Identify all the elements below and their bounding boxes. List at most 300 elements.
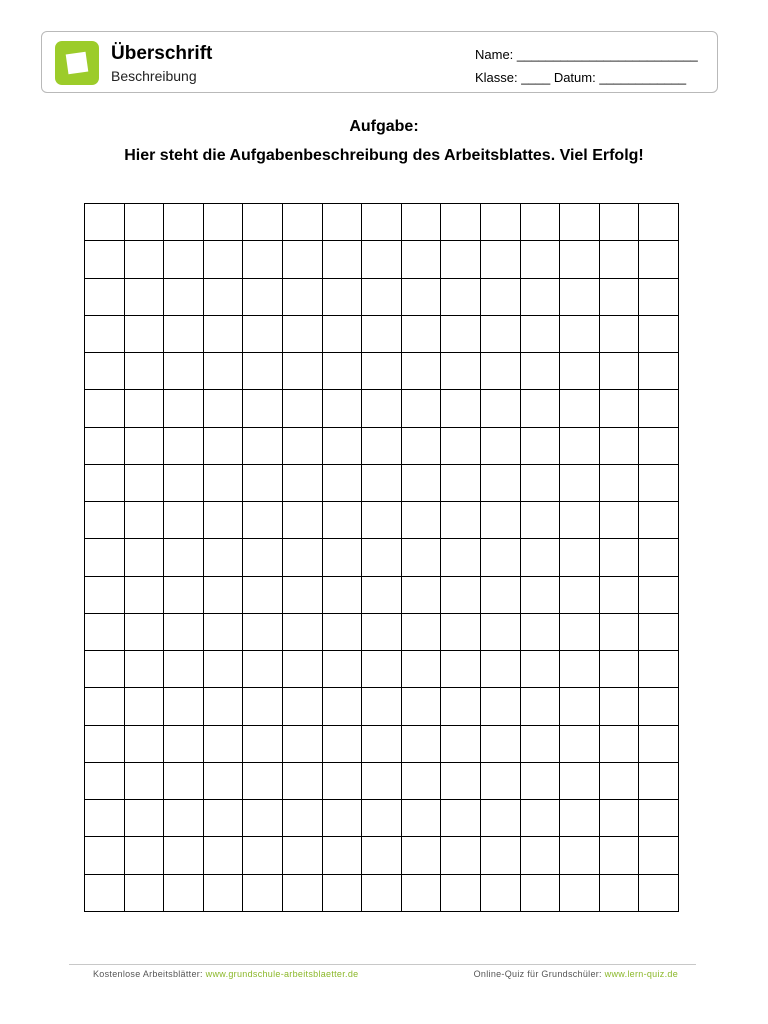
grid-cell	[362, 726, 402, 763]
grid-cell	[402, 390, 442, 427]
grid-cell	[481, 614, 521, 651]
grid-cell	[600, 428, 640, 465]
grid-cell	[164, 204, 204, 241]
grid-cell	[204, 428, 244, 465]
grid-cell	[283, 763, 323, 800]
grid-cell	[125, 837, 165, 874]
grid-cell	[402, 316, 442, 353]
grid-cell	[125, 539, 165, 576]
grid-cell	[85, 204, 125, 241]
grid-cell	[402, 800, 442, 837]
grid-cell	[125, 279, 165, 316]
grid-cell	[243, 688, 283, 725]
grid-cell	[521, 577, 561, 614]
class-blank[interactable]: ____	[521, 70, 551, 85]
grid-cell	[639, 800, 679, 837]
footer-right-label: Online-Quiz für Grundschüler:	[473, 969, 602, 979]
grid-cell	[164, 279, 204, 316]
grid-cell	[362, 353, 402, 390]
grid-cell	[521, 502, 561, 539]
grid-cell	[600, 204, 640, 241]
grid-cell	[402, 204, 442, 241]
grid-cell	[323, 577, 363, 614]
grid-cell	[600, 875, 640, 912]
name-blank[interactable]: _________________________	[516, 47, 698, 62]
grid-cell	[560, 800, 600, 837]
grid-cell	[283, 465, 323, 502]
grid-cell	[362, 800, 402, 837]
grid-cell	[441, 688, 481, 725]
grid-cell	[639, 390, 679, 427]
grid-cell	[560, 279, 600, 316]
grid-cell	[521, 726, 561, 763]
grid-cell	[362, 875, 402, 912]
grid-cell	[243, 204, 283, 241]
grid-cell	[441, 875, 481, 912]
grid-cell	[204, 465, 244, 502]
grid-cell	[204, 539, 244, 576]
grid-cell	[639, 688, 679, 725]
grid-cell	[481, 726, 521, 763]
grid-cell	[323, 279, 363, 316]
grid-cell	[164, 465, 204, 502]
grid-cell	[362, 279, 402, 316]
grid-cell	[85, 539, 125, 576]
grid-cell	[441, 390, 481, 427]
grid-cell	[164, 390, 204, 427]
grid-cell	[560, 651, 600, 688]
grid-cell	[243, 614, 283, 651]
grid-cell	[521, 390, 561, 427]
grid-cell	[362, 465, 402, 502]
grid-cell	[85, 651, 125, 688]
footer-left-label: Kostenlose Arbeitsblätter:	[93, 969, 203, 979]
grid-cell	[283, 204, 323, 241]
grid-cell	[639, 241, 679, 278]
grid-cell	[164, 651, 204, 688]
grid-cell	[441, 465, 481, 502]
grid-cell	[85, 875, 125, 912]
grid-cell	[481, 316, 521, 353]
grid-cell	[481, 279, 521, 316]
grid-cell	[521, 688, 561, 725]
grid-cell	[125, 726, 165, 763]
grid-cell	[481, 875, 521, 912]
grid-cell	[323, 502, 363, 539]
grid-cell	[164, 800, 204, 837]
grid-cell	[323, 837, 363, 874]
grid-cell	[362, 241, 402, 278]
grid-cell	[560, 502, 600, 539]
grid-cell	[362, 316, 402, 353]
grid-cell	[402, 875, 442, 912]
grid-cell	[600, 577, 640, 614]
grid-cell	[639, 763, 679, 800]
grid-cell	[560, 204, 600, 241]
grid-cell	[402, 651, 442, 688]
grid-cell	[481, 688, 521, 725]
grid-cell	[362, 428, 402, 465]
grid-cell	[125, 688, 165, 725]
grid-cell	[283, 502, 323, 539]
grid-cell	[402, 726, 442, 763]
grid-cell	[243, 800, 283, 837]
grid-cell	[125, 614, 165, 651]
grid-cell	[521, 800, 561, 837]
grid-cell	[600, 465, 640, 502]
grid-cell	[560, 428, 600, 465]
grid-cell	[243, 316, 283, 353]
logo-mark	[66, 52, 89, 75]
grid-cell	[639, 577, 679, 614]
grid-cell	[323, 763, 363, 800]
grid-cell	[85, 800, 125, 837]
grid-cell	[125, 502, 165, 539]
grid-cell	[125, 651, 165, 688]
grid-cell	[600, 539, 640, 576]
grid-cell	[521, 875, 561, 912]
grid-cell	[441, 241, 481, 278]
grid-cell	[402, 353, 442, 390]
grid-cell	[243, 577, 283, 614]
grid-cell	[639, 837, 679, 874]
grid-cell	[85, 390, 125, 427]
class-date-field[interactable]	[475, 70, 686, 86]
grid-cell	[204, 390, 244, 427]
grid-cell	[125, 353, 165, 390]
grid-cell	[481, 800, 521, 837]
grid-cell	[283, 279, 323, 316]
grid-cell	[441, 651, 481, 688]
grid-cell	[164, 763, 204, 800]
grid-cell	[600, 726, 640, 763]
grid-cell	[441, 577, 481, 614]
grid-cell	[283, 316, 323, 353]
grid-cell	[243, 763, 283, 800]
grid-cell	[560, 316, 600, 353]
grid-cell	[125, 316, 165, 353]
grid-cell	[639, 502, 679, 539]
grid-cell	[283, 390, 323, 427]
grid-cell	[164, 875, 204, 912]
grid-cell	[560, 390, 600, 427]
grid-cell	[243, 875, 283, 912]
grid-cell	[402, 688, 442, 725]
grid-cell	[639, 614, 679, 651]
grid-cell	[560, 875, 600, 912]
grid-cell	[164, 614, 204, 651]
grid-cell	[362, 577, 402, 614]
grid-cell	[600, 763, 640, 800]
lern-quiz-logo-icon	[55, 41, 99, 85]
grid-cell	[600, 614, 640, 651]
grid-cell	[283, 539, 323, 576]
grid-cell	[164, 316, 204, 353]
grid-cell	[323, 316, 363, 353]
grid-cell	[283, 688, 323, 725]
grid-cell	[441, 763, 481, 800]
grid-cell	[362, 390, 402, 427]
grid-cell	[481, 502, 521, 539]
grid-cell	[125, 241, 165, 278]
grid-cell	[164, 502, 204, 539]
grid-cell	[323, 539, 363, 576]
grid-cell	[402, 428, 442, 465]
grid-cell	[402, 502, 442, 539]
grid-cell	[243, 465, 283, 502]
grid-cell	[125, 390, 165, 427]
name-field[interactable]	[475, 47, 698, 63]
grid-cell	[283, 577, 323, 614]
grid-cell	[243, 428, 283, 465]
grid-cell	[560, 688, 600, 725]
grid-cell	[560, 837, 600, 874]
grid-cell	[441, 428, 481, 465]
grid-cell	[600, 390, 640, 427]
grid-cell	[243, 539, 283, 576]
grid-cell	[164, 353, 204, 390]
grid-cell	[639, 465, 679, 502]
grid-cell	[283, 353, 323, 390]
grid-cell	[441, 800, 481, 837]
grid-cell	[362, 502, 402, 539]
grid-cell	[85, 614, 125, 651]
grid-cell	[521, 353, 561, 390]
grid-cell	[600, 651, 640, 688]
footer-divider	[69, 964, 696, 965]
grid-cell	[600, 502, 640, 539]
grid-cell	[85, 577, 125, 614]
grid-cell	[362, 688, 402, 725]
grid-cell	[639, 204, 679, 241]
grid-cell	[243, 651, 283, 688]
writing-grid	[84, 203, 679, 912]
grid-cell	[402, 539, 442, 576]
grid-cell	[600, 837, 640, 874]
task-heading: Aufgabe:	[349, 118, 419, 135]
grid-cell	[639, 726, 679, 763]
date-label: Datum:	[553, 70, 596, 85]
grid-cell	[441, 614, 481, 651]
grid-cell	[402, 837, 442, 874]
worksheet-subtitle: Beschreibung	[111, 68, 197, 84]
grid-cell	[85, 726, 125, 763]
grid-cell	[125, 763, 165, 800]
grid-cell	[521, 763, 561, 800]
grid-cell	[204, 577, 244, 614]
grid-cell	[243, 353, 283, 390]
grid-cell	[560, 465, 600, 502]
grid-cell	[600, 800, 640, 837]
grid-cell	[85, 465, 125, 502]
grid-cell	[521, 614, 561, 651]
grid-cell	[204, 614, 244, 651]
grid-cell	[204, 241, 244, 278]
grid-cell	[481, 651, 521, 688]
grid-cell	[441, 837, 481, 874]
footer-right-link[interactable]: www.lern-quiz.de	[604, 969, 678, 979]
grid-cell	[85, 763, 125, 800]
footer-left-link[interactable]: www.grundschule-arbeitsblaetter.de	[205, 969, 359, 979]
grid-cell	[362, 651, 402, 688]
grid-cell	[521, 837, 561, 874]
grid-cell	[521, 279, 561, 316]
grid-cell	[283, 875, 323, 912]
grid-cell	[639, 316, 679, 353]
grid-cell	[362, 614, 402, 651]
grid-cell	[323, 353, 363, 390]
header-card	[41, 31, 718, 93]
grid-cell	[323, 241, 363, 278]
grid-cell	[362, 837, 402, 874]
grid-cell	[560, 763, 600, 800]
grid-cell	[441, 539, 481, 576]
grid-cell	[481, 390, 521, 427]
grid-cell	[481, 241, 521, 278]
name-label: Name:	[475, 47, 514, 62]
grid-cell	[204, 763, 244, 800]
grid-cell	[560, 539, 600, 576]
grid-cell	[402, 577, 442, 614]
grid-cell	[164, 837, 204, 874]
grid-cell	[85, 241, 125, 278]
grid-cell	[402, 614, 442, 651]
footer-right	[474, 969, 678, 980]
grid-cell	[204, 651, 244, 688]
grid-cell	[481, 465, 521, 502]
grid-cell	[204, 800, 244, 837]
grid-cell	[402, 763, 442, 800]
grid-cell	[481, 428, 521, 465]
grid-cell	[441, 502, 481, 539]
grid-cell	[441, 316, 481, 353]
grid-cell	[85, 279, 125, 316]
grid-cell	[600, 316, 640, 353]
grid-cell	[283, 837, 323, 874]
grid-cell	[243, 726, 283, 763]
grid-cell	[639, 875, 679, 912]
grid-cell	[164, 577, 204, 614]
grid-cell	[402, 465, 442, 502]
grid-cell	[283, 241, 323, 278]
grid-cell	[323, 688, 363, 725]
grid-cell	[521, 651, 561, 688]
date-blank[interactable]: ____________	[599, 70, 687, 85]
grid-cell	[481, 577, 521, 614]
grid-cell	[85, 502, 125, 539]
grid-cell	[639, 428, 679, 465]
grid-cell	[521, 539, 561, 576]
grid-cell	[85, 316, 125, 353]
grid-cell	[204, 279, 244, 316]
grid-cell	[639, 651, 679, 688]
grid-cell	[521, 316, 561, 353]
grid-cell	[323, 726, 363, 763]
grid-cell	[85, 353, 125, 390]
grid-cell	[204, 353, 244, 390]
grid-cell	[600, 241, 640, 278]
grid-cell	[323, 204, 363, 241]
grid-cell	[204, 726, 244, 763]
grid-cell	[323, 465, 363, 502]
grid-cell	[323, 614, 363, 651]
grid-cell	[125, 800, 165, 837]
grid-cell	[243, 279, 283, 316]
grid-cell	[600, 688, 640, 725]
grid-cell	[481, 763, 521, 800]
grid-cell	[441, 279, 481, 316]
grid-cell	[323, 800, 363, 837]
grid-cell	[243, 241, 283, 278]
grid-cell	[362, 539, 402, 576]
grid-cell	[204, 688, 244, 725]
grid-cell	[600, 279, 640, 316]
grid-cell	[283, 428, 323, 465]
grid-cell	[85, 688, 125, 725]
grid-cell	[125, 875, 165, 912]
grid-cell	[323, 651, 363, 688]
grid-cell	[85, 428, 125, 465]
footer-left	[93, 969, 358, 980]
grid-cell	[125, 428, 165, 465]
grid-cell	[521, 241, 561, 278]
grid-cell	[85, 837, 125, 874]
grid-cell	[323, 428, 363, 465]
grid-cell	[639, 353, 679, 390]
grid-cell	[204, 316, 244, 353]
grid-cell	[402, 241, 442, 278]
grid-cell	[164, 241, 204, 278]
grid-cell	[600, 353, 640, 390]
grid-cell	[164, 726, 204, 763]
grid-cell	[362, 204, 402, 241]
grid-cell	[243, 502, 283, 539]
grid-cell	[481, 353, 521, 390]
grid-cell	[204, 502, 244, 539]
grid-cell	[243, 837, 283, 874]
grid-cell	[560, 353, 600, 390]
worksheet-title: Überschrift	[111, 43, 213, 64]
task-description: Hier steht die Aufgabenbeschreibung des Arbeitsblattes. Viel Erfolg!	[124, 147, 644, 164]
grid-cell	[441, 726, 481, 763]
class-label: Klasse:	[475, 70, 518, 85]
grid-cell	[521, 428, 561, 465]
grid-cell	[402, 279, 442, 316]
grid-cell	[521, 204, 561, 241]
grid-cell	[125, 577, 165, 614]
grid-cell	[481, 204, 521, 241]
grid-cell	[283, 726, 323, 763]
grid-cell	[125, 204, 165, 241]
grid-cell	[560, 241, 600, 278]
grid-cell	[639, 279, 679, 316]
grid-cell	[125, 465, 165, 502]
grid-cell	[481, 837, 521, 874]
grid-cell	[283, 800, 323, 837]
grid-cell	[560, 577, 600, 614]
grid-cell	[204, 875, 244, 912]
grid-cell	[560, 726, 600, 763]
grid-cell	[639, 539, 679, 576]
grid-cell	[164, 539, 204, 576]
grid-cell	[481, 539, 521, 576]
grid-cell	[243, 390, 283, 427]
grid-cell	[441, 204, 481, 241]
grid-cell	[283, 614, 323, 651]
grid-cell	[560, 614, 600, 651]
grid-cell	[521, 465, 561, 502]
grid-cell	[204, 837, 244, 874]
